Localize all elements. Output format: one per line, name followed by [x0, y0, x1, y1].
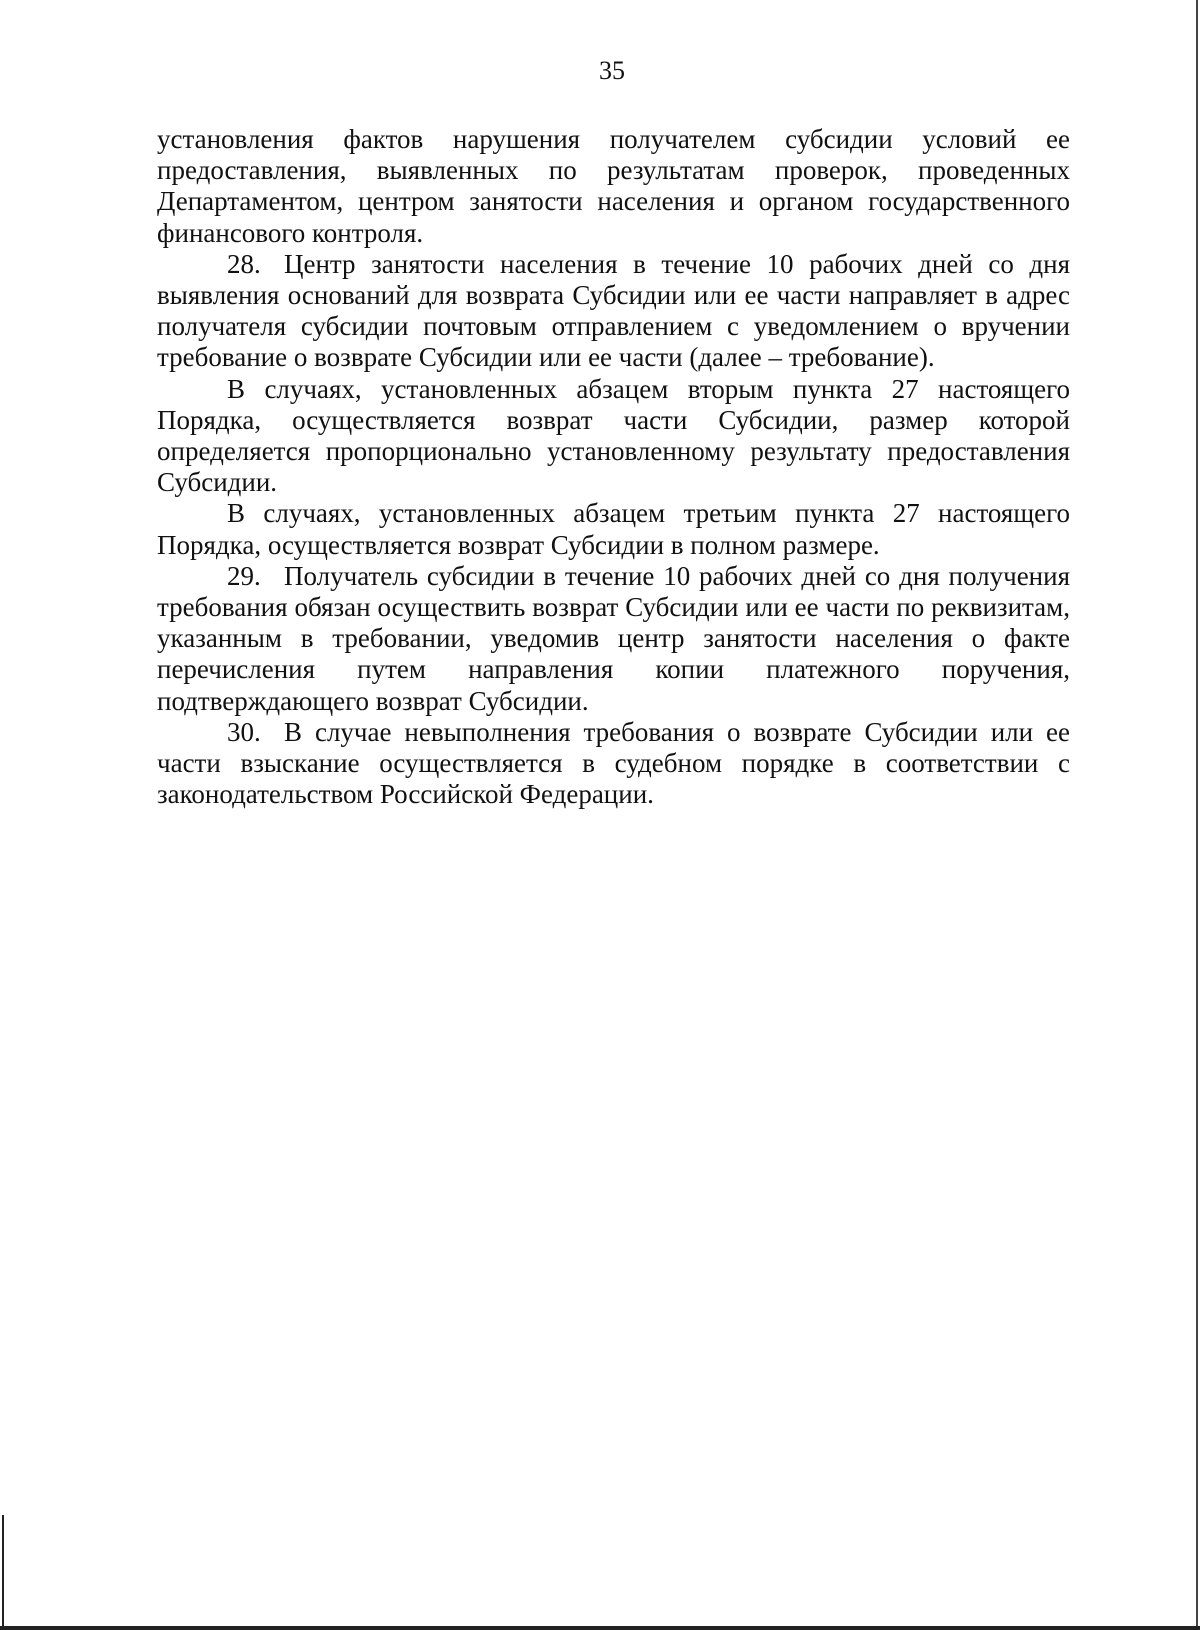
paragraph-number: 29. — [227, 560, 261, 591]
paragraph-number: 30. — [227, 716, 261, 747]
paragraph-continuation — [157, 124, 1070, 249]
paragraph-29 — [157, 561, 1070, 717]
paragraph-text: Центр занятости населения в течение 10 рабочих дней со дня выявления оснований для возврата Субсидии или ее части направляет в адрес получателя субсидии почтовым отправлением с уведомлением о вручении требование о возврате Субсидии или ее части (далее – требование). — [157, 248, 1070, 373]
paragraph-30 — [157, 717, 1070, 811]
paragraph-28-abzac-3 — [157, 498, 1070, 560]
paragraph-number: 28. — [227, 248, 261, 279]
paragraph-text: установления фактов нарушения получателем субсидии условий ее предоставления, выявленных по результатам проверок, проведенных Департаментом, центром занятости населения и органом государственного финансового контроля. — [157, 124, 1070, 248]
paragraph-text: Получатель субсидии в течение 10 рабочих дней со дня получения требования обязан осуществить возврат Субсидии или ее части по реквизитам, указанным в требовании, уведомив центр занятости населения о факте перечисления путем направления копии платежного поручения, подтверждающего возврат Субсидии. — [157, 560, 1070, 716]
scan-right-edge — [1196, 0, 1198, 1630]
page-number: 35 — [599, 56, 625, 85]
scan-bottom-edge — [0, 1626, 1200, 1630]
scan-edge-line — [2, 1515, 4, 1630]
paragraph-28 — [157, 249, 1070, 374]
paragraph-28-abzac-2 — [157, 374, 1070, 499]
document-body — [157, 124, 1070, 810]
paragraph-text: В случаях, установленных абзацем вторым пункта 27 настоящего Порядка, осуществляется возврат части Субсидии, размер которой определяется пропорционально установленному результату предоставления Субсидии. — [157, 373, 1070, 498]
paragraph-text: В случаях, установленных абзацем третьим пункта 27 настоящего Порядка, осуществляется возврат Субсидии в полном размере. — [157, 498, 1070, 560]
paragraph-text: В случае невыполнения требования о возврате Субсидии или ее части взыскание осуществляется в судебном порядке в соответствии с законодательством Российской Федерации. — [157, 716, 1070, 810]
